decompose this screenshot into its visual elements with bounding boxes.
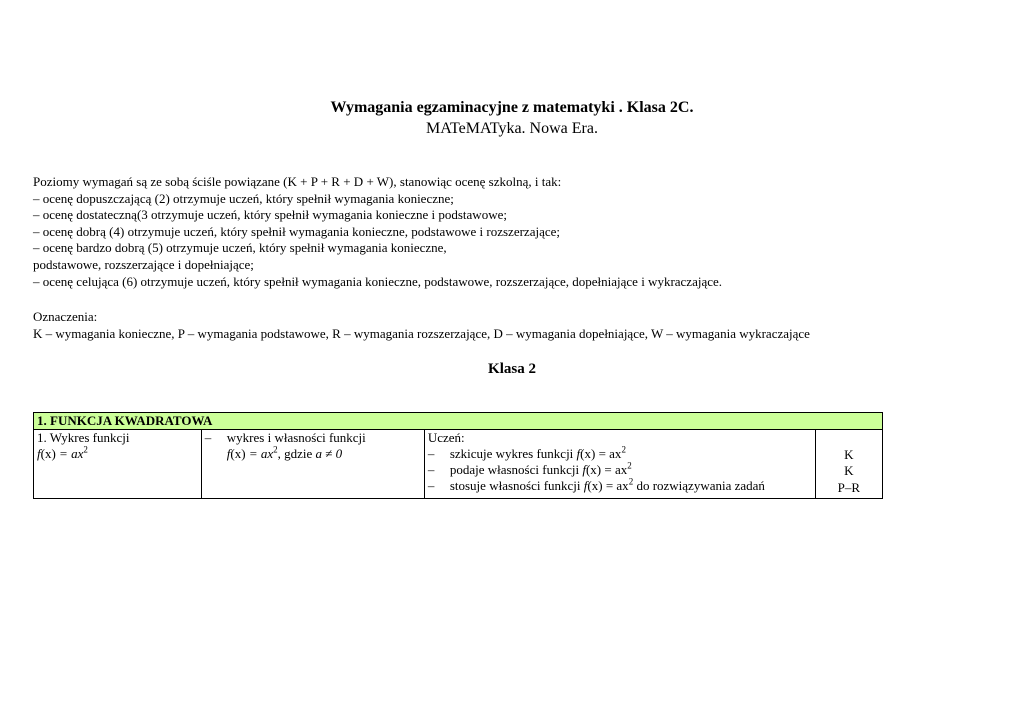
intro-line: – ocenę dostateczną(3 otrzymuje uczeń, który spełnił wymagania konieczne i podstawowe; (33, 207, 507, 223)
grading-description (33, 174, 993, 290)
topic-title: 1. Wykres funkcji (37, 430, 130, 445)
table-heading-row (34, 413, 883, 430)
table-heading: 1. FUNKCJA KWADRATOWA (34, 413, 883, 430)
dash: – (204, 430, 212, 445)
intro-line: – ocenę dobrą (4) otrzymuje uczeń, który spełnił wymagania konieczne, podstawowe i rozszerzające; (33, 223, 561, 239)
legend-text: K – wymagania konieczne, P – wymagania podstawowe, R – wymagania rozszerzające, D – wymagania dopełniające, W – wymagania wykraczające (33, 325, 810, 341)
title-line-1: Wymagania egzaminacyjne z matematyki . Klasa 2C. (330, 99, 694, 116)
level-cell (815, 430, 882, 499)
requirements-table (33, 412, 883, 499)
legend-label: Oznaczenia: (33, 309, 98, 324)
topic-cell (34, 430, 202, 499)
legend-block (33, 309, 993, 342)
section-heading: Klasa 2 (488, 361, 536, 377)
document-title (0, 97, 1024, 139)
content-formula: $f(x) = ax^2$, gdzie a ≠ 0 (226, 444, 343, 461)
student-skills-cell (424, 430, 815, 499)
intro-line: Poziomy wymagań są ze sobą ściśle powiązane (K + P + R + D + W), stanowiąc ocenę szkolną, i tak: (33, 174, 562, 189)
level-label: P–R (837, 479, 861, 495)
table-row (34, 430, 883, 499)
skill-item: – szkicuje wykres funkcji $f(x) = ax^2$ (427, 444, 626, 461)
intro-line: – ocenę celująca (6) otrzymuje uczeń, który spełnił wymagania konieczne, podstawowe, rozszerzające, dopełniające i wykraczające. (33, 273, 723, 289)
skill-item: – podaje własności funkcji $f(x) = ax^2$ (427, 460, 632, 477)
intro-line: podstawowe, rozszerzające i dopełniające; (33, 256, 254, 272)
level-label: K (844, 463, 854, 478)
level-label: K (844, 446, 854, 462)
intro-line: – ocenę bardzo dobrą (5) otrzymuje uczeń, który spełnił wymagania konieczne, (33, 240, 447, 256)
title-line-2: MATeMATyka. Nowa Era. (426, 120, 598, 137)
topic-formula: $f(x) = ax^2$ (37, 444, 88, 461)
intro-line: – ocenę dopuszczającą (2) otrzymuje uczeń, który spełnił wymagania konieczne; (33, 190, 454, 206)
student-label: Uczeń: (427, 430, 465, 445)
content-cell (201, 430, 424, 499)
content-line: wykres i własności funkcji (226, 430, 366, 445)
skill-item: – stosuje własności funkcji $f(x) = ax^2$ do rozwiązywania zadań (427, 476, 765, 493)
content-item (205, 430, 421, 446)
